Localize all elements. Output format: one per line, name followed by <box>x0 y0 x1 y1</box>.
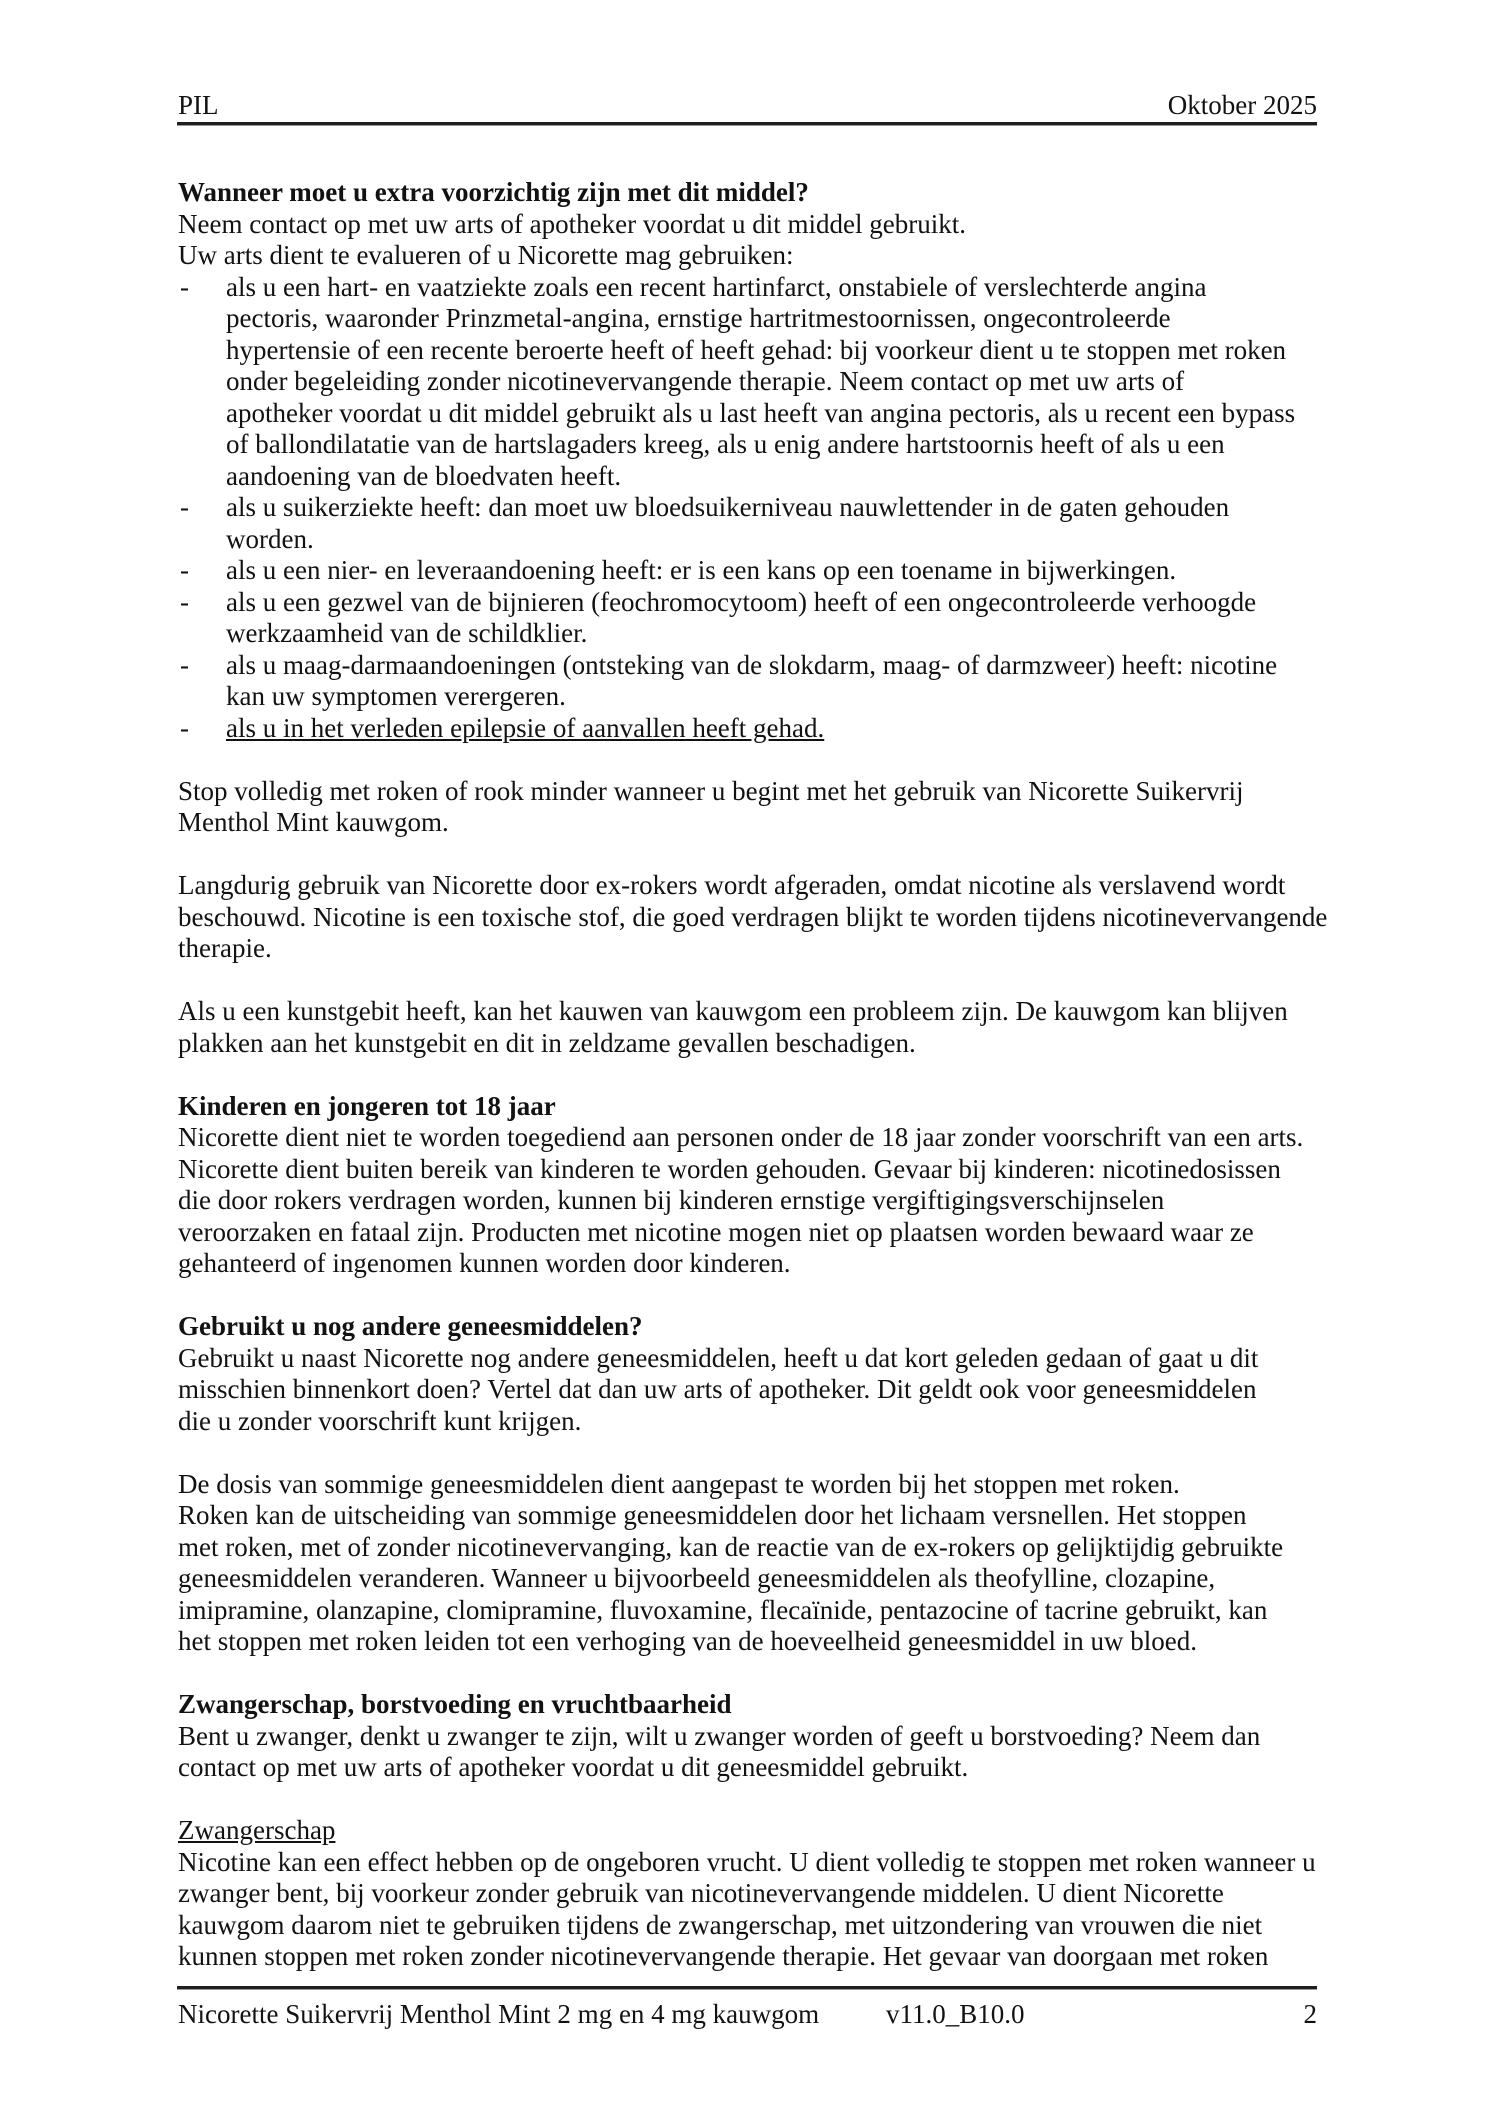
text-line: onder begeleiding zonder nicotinevervangende therapie. Neem contact op met uw arts of <box>226 366 1185 396</box>
section-heading-other-medicines: Gebruikt u nog andere geneesmiddelen? <box>178 1311 643 1341</box>
bullet-marker: - <box>180 712 189 743</box>
bullet-marker: - <box>180 271 189 302</box>
text-line: kauwgom daarom niet te gebruiken tijdens de zwangerschap, met uitzondering van vrouwen die niet <box>178 1909 1263 1940</box>
text-line: Gebruikt u naast Nicorette nog andere geneesmiddelen, heeft u dat kort geleden gedaan of gaat u dit <box>178 1342 1259 1373</box>
text-line: hypertensie of een recente beroerte heeft of heeft gehad: bij voorkeur dient u te stoppen met roken <box>226 334 1287 365</box>
text-line: kan uw symptomen verergeren. <box>226 681 566 711</box>
text-line: Langdurig gebruik van Nicorette door ex-rokers wordt afgeraden, omdat nicotine als verslavend wordt <box>178 870 1286 900</box>
footer-version-label: v11.0_B10.0 <box>886 1999 1025 2029</box>
text-line: als u een nier- en leveraandoening heeft: er is een kans op een toename in bijwerkingen. <box>226 555 1177 585</box>
text-line: Nicorette dient niet te worden toegediend aan personen onder de 18 jaar zonder voorschrift van een arts. <box>178 1122 1304 1152</box>
text-line: die u zonder voorschrift kunt krijgen. <box>178 1405 582 1436</box>
footer <box>178 1999 1317 2031</box>
text-line: het stoppen met roken leiden tot een verhoging van de hoeveelheid geneesmiddel in uw bloed. <box>178 1626 1197 1656</box>
text-line-underlined: als u in het verleden epilepsie of aanvallen heeft gehad. <box>226 712 825 743</box>
bullet-marker: - <box>180 492 189 522</box>
text-line: Nicotine kan een effect hebben op de ongeboren vrucht. U dient volledig te stoppen met roken wanneer u <box>178 1846 1316 1877</box>
text-line: imipramine, olanzapine, clomipramine, fluvoxamine, flecaïnide, pentazocine of tacrine gebruikt, kan <box>178 1594 1268 1625</box>
bullet-item <box>178 555 1318 587</box>
text-line: misschien binnenkort doen? Vertel dat dan uw arts of apotheker. Dit geldt ook voor geneesmiddelen <box>178 1374 1257 1404</box>
section-heading-warning: Wanneer moet u extra voorzichtig zijn met dit middel? <box>178 177 809 207</box>
text-line: werkzaamheid van de schildklier. <box>226 618 588 648</box>
text-line: kunnen stoppen met roken zonder nicotinevervangende therapie. Het gevaar van doorgaan met roken <box>178 1941 1269 1971</box>
text-line: De dosis van sommige geneesmiddelen dient aangepast te worden bij het stoppen met roken. <box>178 1468 1180 1499</box>
text-line: als u een hart- en vaatziekte zoals een recent hartinfarct, onstabiele of verslechterde angina <box>226 271 1207 302</box>
blank-line <box>178 744 1318 776</box>
text-line: Stop volledig met roken of rook minder wanneer u begint met het gebruik van Nicorette Suikervrij <box>178 775 1244 806</box>
bullet-item <box>178 587 1318 650</box>
blank-line <box>178 1059 1318 1091</box>
text-line: als u een gezwel van de bijnieren (feochromocytoom) heeft of een ongecontroleerde verhoogde <box>226 586 1257 617</box>
blank-line <box>178 965 1318 997</box>
text-line: Menthol Mint kauwgom. <box>178 807 449 837</box>
section-heading-pregnancy: Zwangerschap, borstvoeding en vruchtbaarheid <box>178 1689 732 1719</box>
blank-line <box>178 1280 1318 1312</box>
bullet-marker: - <box>180 555 189 585</box>
text-line: als u suikerziekte heeft: dan moet uw bloedsuikerniveau nauwlettender in de gaten gehouden <box>226 492 1230 522</box>
text-line: Bent u zwanger, denkt u zwanger te zijn, wilt u zwanger worden of geeft u borstvoeding? Neem dan <box>178 1720 1261 1751</box>
text-line: geneesmiddelen veranderen. Wanneer u bijvoorbeeld geneesmiddelen als theofylline, clozapine, <box>178 1563 1216 1593</box>
text-line: veroorzaken en fataal zijn. Producten met nicotine mogen niet op plaatsen worden bewaard waar ze <box>178 1216 1254 1247</box>
header-left-label: PIL <box>178 90 219 120</box>
bullet-item <box>178 492 1318 555</box>
blank-line <box>178 1784 1318 1816</box>
text-line: plakken aan het kunstgebit en dit in zeldzame gevallen beschadigen. <box>178 1027 916 1058</box>
footer-rule <box>177 1986 1317 1989</box>
text-line: pectoris, waaronder Prinzmetal-angina, ernstige hartritmestoornissen, ongecontroleerde <box>226 303 1171 333</box>
text-line: gehanteerd of ingenomen kunnen worden door kinderen. <box>178 1248 791 1278</box>
header-rule <box>177 122 1317 125</box>
text-line: apotheker voordat u dit middel gebruikt als u last heeft van angina pectoris, als u recent een bypass <box>226 397 1296 428</box>
text-line: contact op met uw arts of apotheker voordat u dit geneesmiddel gebruikt. <box>178 1752 969 1782</box>
document-body <box>178 177 1328 1973</box>
text-line: aandoening van de bloedvaten heeft. <box>226 460 622 491</box>
blank-line <box>178 1658 1318 1690</box>
subsection-heading-zwangerschap: Zwangerschap <box>178 1815 336 1845</box>
bullet-marker: - <box>180 649 189 680</box>
text-line: Neem contact op met uw arts of apotheker voordat u dit middel gebruikt. <box>178 208 967 239</box>
footer-page-number: 2 <box>1303 1999 1317 2029</box>
blank-line <box>178 839 1318 871</box>
text-line: Roken kan de uitscheiding van sommige geneesmiddelen door het lichaam versnellen. Het stoppen <box>178 1500 1247 1530</box>
text-line: als u maag-darmaandoeningen (ontsteking van de slokdarm, maag- of darmzweer) heeft: nicotine <box>226 649 1278 680</box>
bullet-item <box>178 713 1318 745</box>
header-date-label: Oktober 2025 <box>1167 90 1317 120</box>
text-line: beschouwd. Nicotine is een toxische stof, die goed verdragen blijkt te worden tijdens nicotinevervangende <box>178 901 1328 932</box>
bullet-item <box>178 650 1318 713</box>
text-line: die door rokers verdragen worden, kunnen bij kinderen ernstige vergiftigingsverschijnselen <box>178 1185 1165 1215</box>
section-heading-children: Kinderen en jongeren tot 18 jaar <box>178 1090 556 1121</box>
text-line: Als u een kunstgebit heeft, kan het kauwen van kauwgom een probleem zijn. De kauwgom kan blijven <box>178 996 1288 1026</box>
text-line: of ballondilatatie van de hartslagaders kreeg, als u enig andere hartstoornis heeft of als u een <box>226 429 1225 459</box>
footer-product-label: Nicorette Suikervrij Menthol Mint 2 mg en 4 mg kauwgom <box>178 1999 820 2029</box>
text-line: met roken, met of zonder nicotinevervanging, kan de reactie van de ex-rokers op gelijktijdig gebruikte <box>178 1531 1284 1562</box>
text-line: worden. <box>226 523 314 554</box>
text-line: zwanger bent, bij voorkeur zonder gebruik van nicotinevervangende middelen. U dient Nicorette <box>178 1878 1224 1908</box>
blank-line <box>178 1437 1318 1469</box>
bullet-item <box>178 272 1318 493</box>
text-line: Nicorette dient buiten bereik van kinderen te worden gehouden. Gevaar bij kinderen: nicotinedosissen <box>178 1153 1281 1184</box>
bullet-marker: - <box>180 586 189 617</box>
text-line: therapie. <box>178 933 272 963</box>
text-line: Uw arts dient te evalueren of u Nicorette mag gebruiken: <box>178 240 794 270</box>
